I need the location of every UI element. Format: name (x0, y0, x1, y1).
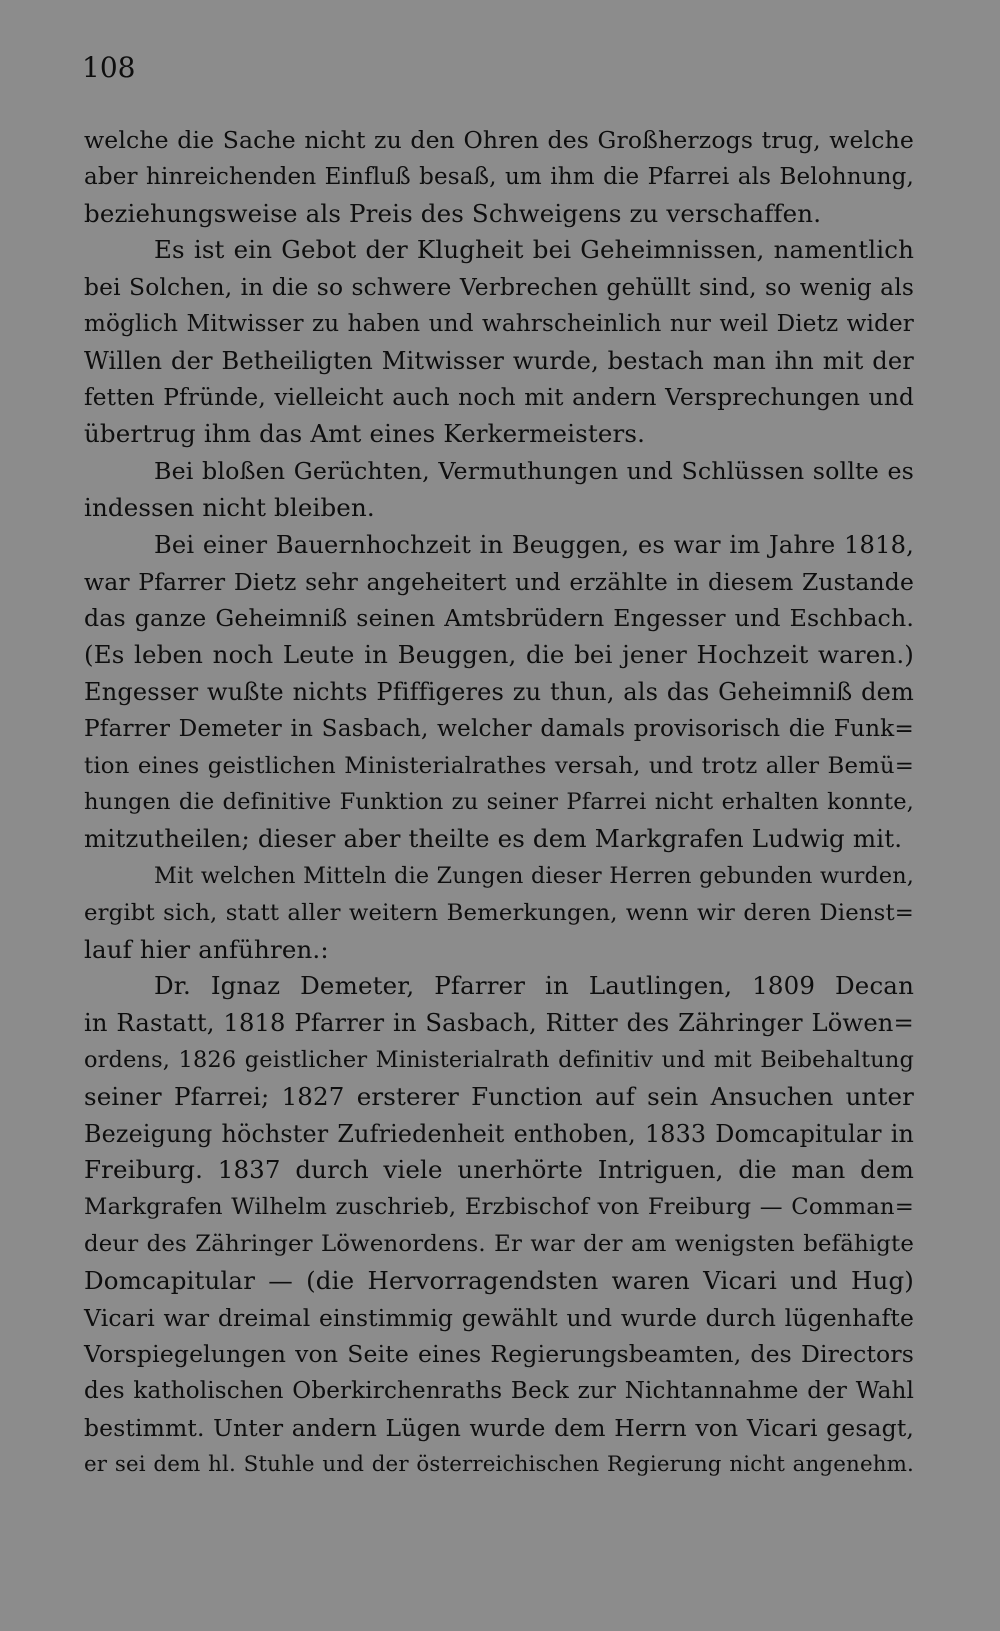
text-line: Bei einer Bauernhochzeit in Beuggen, es war im Jahre 1818, (154, 530, 914, 559)
text-line: des katholischen Oberkirchenraths Beck zur Nichtannahme der Wahl (84, 1378, 914, 1405)
text-line: hungen die definitive Funktion zu seiner Pfarrei nicht erhalten konnte, (84, 789, 914, 816)
text-line: (Es leben noch Leute in Beuggen, die bei jener Hochzeit waren.) (84, 640, 914, 670)
text-line: fetten Pfründe, vielleicht auch noch mit andern Versprechungen und (84, 383, 914, 411)
text-line: Bezeigung höchster Zufriedenheit enthoben, 1833 Domcapitular in (84, 1119, 914, 1148)
text-line: Vorspiegelungen von Seite eines Regierungsbeamten, des Directors (84, 1340, 914, 1369)
text-line: übertrug ihm das Amt eines Kerkermeisters. (84, 419, 646, 449)
body-text (84, 122, 914, 1483)
text-line: Es ist ein Gebot der Klugheit bei Geheimnissen, namentlich (154, 235, 914, 265)
text-line: ordens, 1826 geistlicher Ministerialrath definitiv und mit Beibehaltung (84, 1046, 914, 1073)
text-line: mitzutheilen; dieser aber theilte es dem Markgrafen Ludwig mit. (84, 824, 903, 854)
text-line: bestimmt. Unter andern Lügen wurde dem Herrn von Vicari gesagt, (84, 1413, 914, 1442)
text-line: Mit welchen Mitteln die Zungen dieser Herren gebunden wurden, (154, 862, 914, 889)
text-line: Domcapitular — (die Hervorragendsten waren Vicari und Hug) (84, 1265, 914, 1295)
text-line: seiner Pfarrei; 1827 ersterer Function auf sein Ansuchen unter (84, 1081, 914, 1111)
text-line: deur des Zähringer Löwenordens. Er war der am wenigsten befähigte (84, 1230, 914, 1257)
text-line: er sei dem hl. Stuhle und der österreichischen Regierung nicht angenehm. (84, 1451, 914, 1477)
text-line: das ganze Geheimniß seinen Amtsbrüdern Engesser und Eschbach. (84, 604, 914, 633)
text-line: tion eines geistlichen Ministerialrathes versah, und trotz aller Bemü= (84, 752, 914, 779)
text-line: lauf hier anführen.: (84, 934, 329, 964)
text-line: in Rastatt, 1818 Pfarrer in Sasbach, Ritter des Zähringer Löwen= (84, 1009, 914, 1038)
text-line: Pfarrer Demeter in Sasbach, welcher damals provisorisch die Funk= (84, 714, 914, 742)
text-line: Markgrafen Wilhelm zuschrieb, Erzbischof von Freiburg — Comman= (84, 1194, 914, 1221)
text-line: Willen der Betheiligten Mitwisser wurde, bestach man ihn mit der (84, 346, 914, 375)
page-number: 108 (82, 51, 136, 84)
text-line: Bei bloßen Gerüchten, Vermuthungen und Schlüssen sollte es (154, 457, 914, 486)
text-line: Vicari war dreimal einstimmig gewählt und wurde durch lügenhafte (84, 1303, 914, 1332)
text-line: ergibt sich, statt aller weitern Bemerkungen, wenn wir deren Dienst= (84, 899, 914, 926)
text-line: möglich Mitwisser zu haben und wahrscheinlich nur weil Dietz wider (84, 310, 914, 337)
text-line: aber hinreichenden Einfluß besaß, um ihm die Pfarrei als Belohnung, (84, 163, 914, 190)
text-line: beziehungsweise als Preis des Schweigens zu verschaffen. (84, 198, 822, 228)
text-line: Freiburg. 1837 durch viele unerhörte Intriguen, die man dem (84, 1155, 914, 1185)
text-line: bei Solchen, in die so schwere Verbrechen gehüllt sind, so wenig als (84, 273, 914, 302)
text-line: indessen nicht bleiben. (84, 492, 375, 522)
text-line: Engesser wußte nichts Pfiffigeres zu thun, als das Geheimniß dem (84, 677, 914, 706)
text-line: war Pfarrer Dietz sehr angeheitert und erzählte in diesem Zustande (84, 567, 914, 596)
text-line: Dr. Ignaz Demeter, Pfarrer in Lautlingen, 1809 Decan (154, 971, 914, 1001)
text-line: welche die Sache nicht zu den Ohren des Großherzogs trug, welche (84, 126, 914, 154)
